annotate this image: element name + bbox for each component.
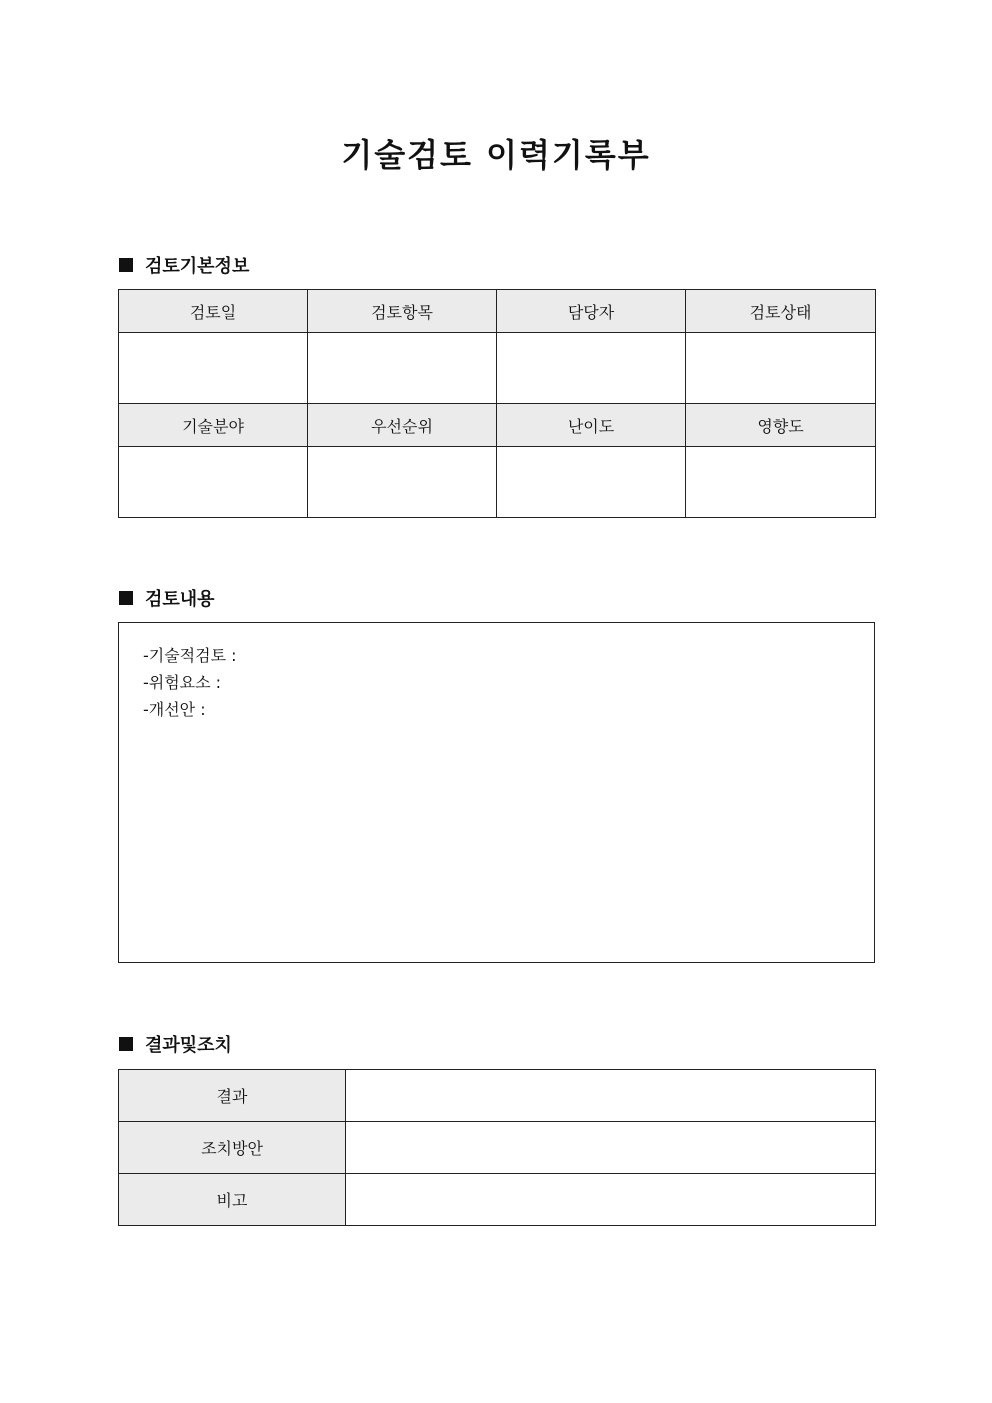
difficulty-cell[interactable] <box>497 447 686 518</box>
document-title: 기술검토 이력기록부 <box>341 136 651 174</box>
table-header-row <box>119 290 876 333</box>
header-assignee: 담당자 <box>497 290 686 333</box>
header-difficulty: 난이도 <box>497 404 686 447</box>
review-date-cell[interactable] <box>119 333 308 404</box>
review-content-heading-label: 검토내용 <box>145 589 215 610</box>
assignee-cell[interactable] <box>497 333 686 404</box>
table-header-row <box>119 404 876 447</box>
table-row <box>119 447 876 518</box>
results-table <box>118 1069 876 1226</box>
result-label: 결과 <box>119 1070 346 1122</box>
technical-review-line: -기술적검토 : <box>143 646 237 665</box>
header-review-item: 검토항목 <box>308 290 497 333</box>
improvement-line: -개선안 : <box>143 700 206 719</box>
review-content-heading <box>119 586 215 610</box>
results-heading <box>119 1032 232 1056</box>
priority-cell[interactable] <box>308 447 497 518</box>
header-tech-field: 기술분야 <box>119 404 308 447</box>
header-review-status: 검토상태 <box>686 290 876 333</box>
square-bullet-icon <box>119 258 133 272</box>
header-impact: 영향도 <box>686 404 876 447</box>
header-review-date: 검토일 <box>119 290 308 333</box>
result-value-cell[interactable] <box>346 1070 876 1122</box>
header-priority: 우선순위 <box>308 404 497 447</box>
square-bullet-icon <box>119 1037 133 1051</box>
remarks-value-cell[interactable] <box>346 1174 876 1226</box>
table-row <box>119 1070 876 1122</box>
remarks-label: 비고 <box>119 1174 346 1226</box>
basic-info-heading <box>119 253 249 277</box>
table-row <box>119 1122 876 1174</box>
review-content-lines <box>143 642 237 723</box>
basic-info-heading-label: 검토기본정보 <box>145 256 250 277</box>
results-heading-label: 결과및조치 <box>145 1035 232 1056</box>
table-row <box>119 333 876 404</box>
action-plan-value-cell[interactable] <box>346 1122 876 1174</box>
tech-field-cell[interactable] <box>119 447 308 518</box>
risk-factor-line: -위험요소 : <box>143 673 222 692</box>
review-item-cell[interactable] <box>308 333 497 404</box>
impact-cell[interactable] <box>686 447 876 518</box>
square-bullet-icon <box>119 591 133 605</box>
basic-info-table <box>118 289 876 518</box>
table-row <box>119 1174 876 1226</box>
review-status-cell[interactable] <box>686 333 876 404</box>
action-plan-label: 조치방안 <box>119 1122 346 1174</box>
review-content-box[interactable] <box>118 622 875 963</box>
